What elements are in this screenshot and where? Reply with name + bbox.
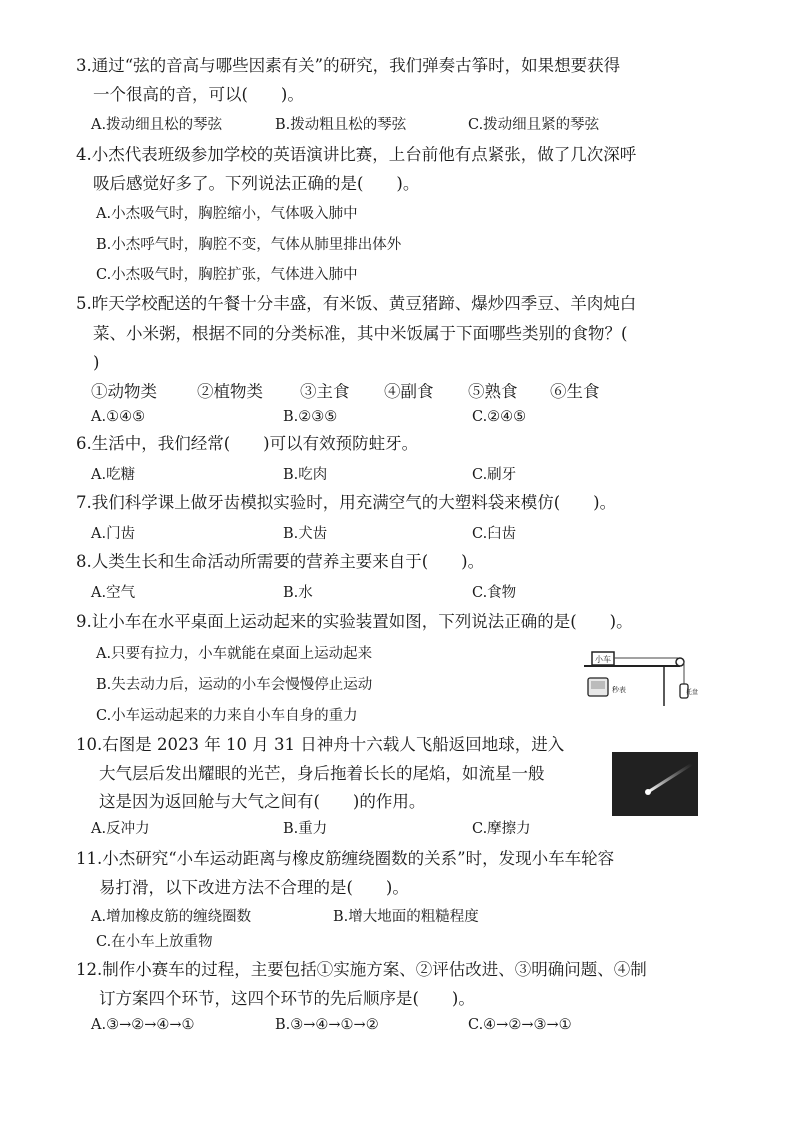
question-11-option-b[interactable]: B.增大地面的粗糙程度 <box>333 909 479 925</box>
tray-label: 托盘 <box>686 689 699 696</box>
question-3-stem-line-1: 3.通过“弦的音高与哪些因素有关”的研究，我们弹奏古筝时，如果想要获得 <box>76 56 621 75</box>
question-11-option-c[interactable]: C.在小车上放重物 <box>96 934 213 950</box>
question-11-stem-line-2: 易打滑，以下改进方法不合理的是( )。 <box>99 878 409 897</box>
question-5-category-1: ①动物类 <box>91 382 157 401</box>
question-6-stem: 6.生活中，我们经常( )可以有效预防蛀牙。 <box>76 434 419 453</box>
spacecraft-reentry-photo <box>612 752 698 816</box>
question-8-option-a[interactable]: A.空气 <box>91 585 136 601</box>
question-9-stem: 9.让小车在水平桌面上运动起来的实验装置如图，下列说法正确的是( )。 <box>76 612 633 631</box>
question-12-stem-line-2: 订方案四个环节，这四个环节的先后顺序是( )。 <box>99 989 475 1008</box>
question-7-stem: 7.我们科学课上做牙齿模拟实验时，用充满空气的大塑料袋来模仿( )。 <box>76 493 617 512</box>
question-5-category-5: ⑤熟食 <box>468 382 518 401</box>
question-4-option-b[interactable]: B.小杰呼气时，胸腔不变，气体从肺里排出体外 <box>96 237 402 253</box>
question-7-option-b[interactable]: B.犬齿 <box>283 526 328 542</box>
question-4-stem-line-2: 吸后感觉好多了。下列说法正确的是( )。 <box>93 174 420 193</box>
question-9-option-b[interactable]: B.失去动力后，运动的小车会慢慢停止运动 <box>96 677 373 693</box>
question-5-option-c[interactable]: C.②④⑤ <box>472 409 527 425</box>
cart-label: 小车 <box>595 655 611 664</box>
question-8-stem: 8.人类生长和生命活动所需要的营养主要来自于( )。 <box>76 552 485 571</box>
question-9-option-c[interactable]: C.小车运动起来的力来自小车自身的重力 <box>96 708 358 724</box>
stopwatch-label: 秒表 <box>612 686 626 694</box>
question-5-option-a[interactable]: A.①④⑤ <box>91 409 146 425</box>
cart-experiment-figure <box>582 644 700 708</box>
question-10-option-a[interactable]: A.反冲力 <box>91 821 150 837</box>
question-12-option-a[interactable]: A.③→②→④→① <box>91 1017 195 1033</box>
question-10-option-c[interactable]: C.摩擦力 <box>472 821 531 837</box>
question-9-option-a[interactable]: A.只要有拉力，小车就能在桌面上运动起来 <box>96 646 373 662</box>
question-8-option-c[interactable]: C.食物 <box>472 585 517 601</box>
question-3-option-a[interactable]: A.拨动细且松的琴弦 <box>91 117 223 133</box>
question-5-category-2: ②植物类 <box>197 382 263 401</box>
question-5-category-4: ④副食 <box>384 382 434 401</box>
question-8-option-b[interactable]: B.水 <box>283 585 313 601</box>
question-5-category-6: ⑥生食 <box>550 382 600 401</box>
question-4-option-c[interactable]: C.小杰吸气时，胸腔扩张，气体进入肺中 <box>96 267 358 283</box>
question-6-option-a[interactable]: A.吃糖 <box>91 467 136 483</box>
question-6-option-b[interactable]: B.吃肉 <box>283 467 328 483</box>
question-4-option-a[interactable]: A.小杰吸气时，胸腔缩小，气体吸入肺中 <box>96 206 358 222</box>
question-11-stem-line-1: 11.小杰研究“小车运动距离与橡皮筋缠绕圈数的关系”时，发现小车车轮容 <box>76 849 615 868</box>
question-11-option-a[interactable]: A.增加橡皮筋的缠绕圈数 <box>91 909 252 925</box>
question-12-option-c[interactable]: C.④→②→③→① <box>468 1017 572 1033</box>
question-10-stem-line-3: 这是因为返回舱与大气之间有( )的作用。 <box>99 792 426 811</box>
question-7-option-a[interactable]: A.门齿 <box>91 526 136 542</box>
question-5-option-b[interactable]: B.②③⑤ <box>283 409 338 425</box>
question-5-stem-line-3: ) <box>93 353 100 372</box>
question-4-stem-line-1: 4.小杰代表班级参加学校的英语演讲比赛，上台前他有点紧张，做了几次深呼 <box>76 145 637 164</box>
question-6-option-c[interactable]: C.刷牙 <box>472 467 517 483</box>
question-10-stem-line-2: 大气层后发出耀眼的光芒，身后拖着长长的尾焰，如流星一般 <box>99 764 545 783</box>
question-5-stem-line-2: 菜、小米粥，根据不同的分类标准，其中米饭属于下面哪些类别的食物？( <box>93 324 628 343</box>
question-10-stem-line-1: 10.右图是 2023 年 10 月 31 日神舟十六载人飞船返回地球，进入 <box>76 735 565 754</box>
question-3-option-b[interactable]: B.拨动粗且松的琴弦 <box>275 117 407 133</box>
question-3-option-c[interactable]: C.拨动细且紧的琴弦 <box>468 117 600 133</box>
question-5-stem-line-1: 5.昨天学校配送的午餐十分丰盛，有米饭、黄豆猪蹄、爆炒四季豆、羊肉炖白 <box>76 294 637 313</box>
question-7-option-c[interactable]: C.臼齿 <box>472 526 517 542</box>
question-12-stem-line-1: 12.制作小赛车的过程，主要包括①实施方案、②评估改进、③明确问题、④制 <box>76 960 647 979</box>
question-10-option-b[interactable]: B.重力 <box>283 821 328 837</box>
question-5-category-3: ③主食 <box>300 382 350 401</box>
pulley-shape <box>676 658 684 666</box>
question-3-stem-line-2: 一个很高的音，可以( )。 <box>93 85 304 104</box>
question-12-option-b[interactable]: B.③→④→①→② <box>275 1017 379 1033</box>
